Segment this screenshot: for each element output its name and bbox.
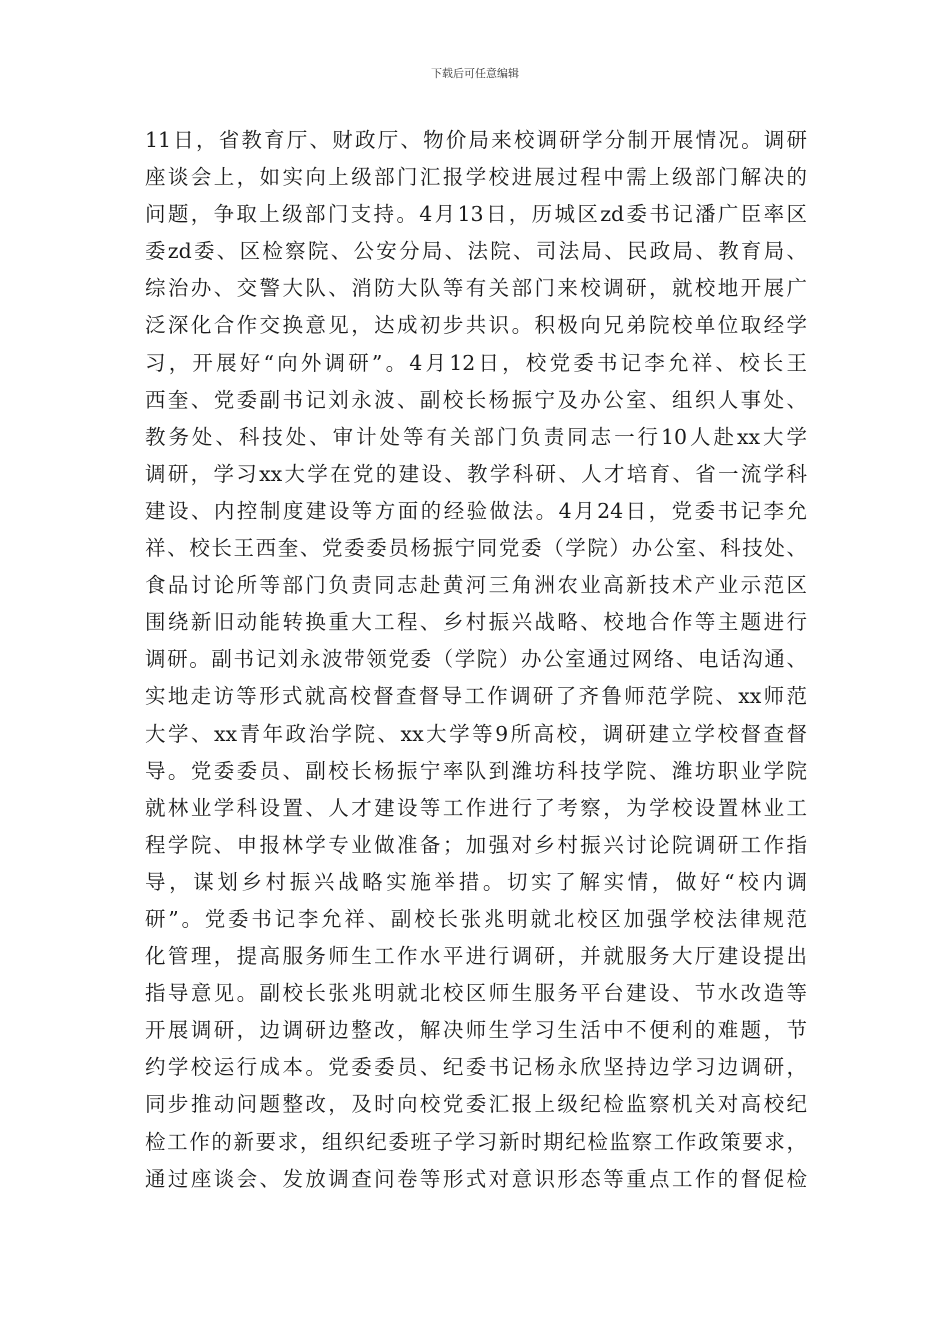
document-body xyxy=(145,122,807,1198)
text-line: 指导意见。副校长张兆明就北校区师生服务平台建设、节水改造等 xyxy=(145,981,807,1006)
text-line: 化管理，提高服务师生工作水平进行调研，并就服务大厅建设提出 xyxy=(145,944,807,969)
text-line: 教务处、科技处、审计处等有关部门负责同志一行10人赴xx大学 xyxy=(145,424,807,449)
text-line: 西奎、党委副书记刘永波、副校长杨振宁及办公室、组织人事处、 xyxy=(145,387,807,412)
text-line: 开展调研，边调研边整改，解决师生学习生活中不便利的难题，节 xyxy=(145,1018,807,1043)
text-line: 食品讨论所等部门负责同志赴黄河三角洲农业高新技术产业示范区 xyxy=(145,573,807,598)
text-line: 问题，争取上级部门支持。4月13日，历城区zd委书记潘广臣率区 xyxy=(145,202,807,227)
text-line: 座谈会上，如实向上级部门汇报学校进展过程中需上级部门解决的 xyxy=(145,165,807,190)
text-line: 围绕新旧动能转换重大工程、乡村振兴战略、校地合作等主题进行 xyxy=(145,610,807,635)
text-line: 泛深化合作交换意见，达成初步共识。积极向兄弟院校单位取经学 xyxy=(145,313,807,338)
text-line: 检工作的新要求，组织纪委班子学习新时期纪检监察工作政策要求， xyxy=(145,1129,807,1154)
text-line: 调研。副书记刘永波带领党委（学院）办公室通过网络、电话沟通、 xyxy=(145,647,807,672)
text-line: 研”。党委书记李允祥、副校长张兆明就北校区加强学校法律规范 xyxy=(145,906,807,931)
text-line: 祥、校长王西奎、党委委员杨振宁同党委（学院）办公室、科技处、 xyxy=(145,536,807,561)
text-line: 建设、内控制度建设等方面的经验做法。4月24日，党委书记李允 xyxy=(145,498,807,523)
text-line: 实地走访等形式就高校督查督导工作调研了齐鲁师范学院、xx师范 xyxy=(145,684,807,709)
text-line: 程学院、申报林学专业做准备；加强对乡村振兴讨论院调研工作指 xyxy=(145,832,807,857)
text-line: 就林业学科设置、人才建设等工作进行了考察，为学校设置林业工 xyxy=(145,795,807,820)
text-line: 大学、xx青年政治学院、xx大学等9所高校，调研建立学校督查督 xyxy=(145,721,807,746)
text-line: 调研，学习xx大学在党的建设、教学科研、人才培育、省一流学科 xyxy=(145,461,807,486)
text-line: 约学校运行成本。党委委员、纪委书记杨永欣坚持边学习边调研， xyxy=(145,1055,807,1080)
text-line: 通过座谈会、发放调查问卷等形式对意识形态等重点工作的督促检 xyxy=(145,1166,807,1191)
text-line: 11日，省教育厅、财政厅、物价局来校调研学分制开展情况。调研 xyxy=(145,128,807,152)
page-header: 下载后可任意编辑 xyxy=(431,67,519,80)
text-line: 综治办、交警大队、消防大队等有关部门来校调研，就校地开展广 xyxy=(145,276,807,301)
text-line: 委zd委、区检察院、公安分局、法院、司法局、民政局、教育局、 xyxy=(145,239,807,264)
text-line: 习，开展好“向外调研”。4月12日，校党委书记李允祥、校长王 xyxy=(145,350,807,375)
text-line: 同步推动问题整改，及时向校党委汇报上级纪检监察机关对高校纪 xyxy=(145,1092,807,1117)
text-line: 导，谋划乡村振兴战略实施举措。切实了解实情，做好“校内调 xyxy=(145,869,807,894)
text-line: 导。党委委员、副校长杨振宁率队到潍坊科技学院、潍坊职业学院 xyxy=(145,758,807,783)
